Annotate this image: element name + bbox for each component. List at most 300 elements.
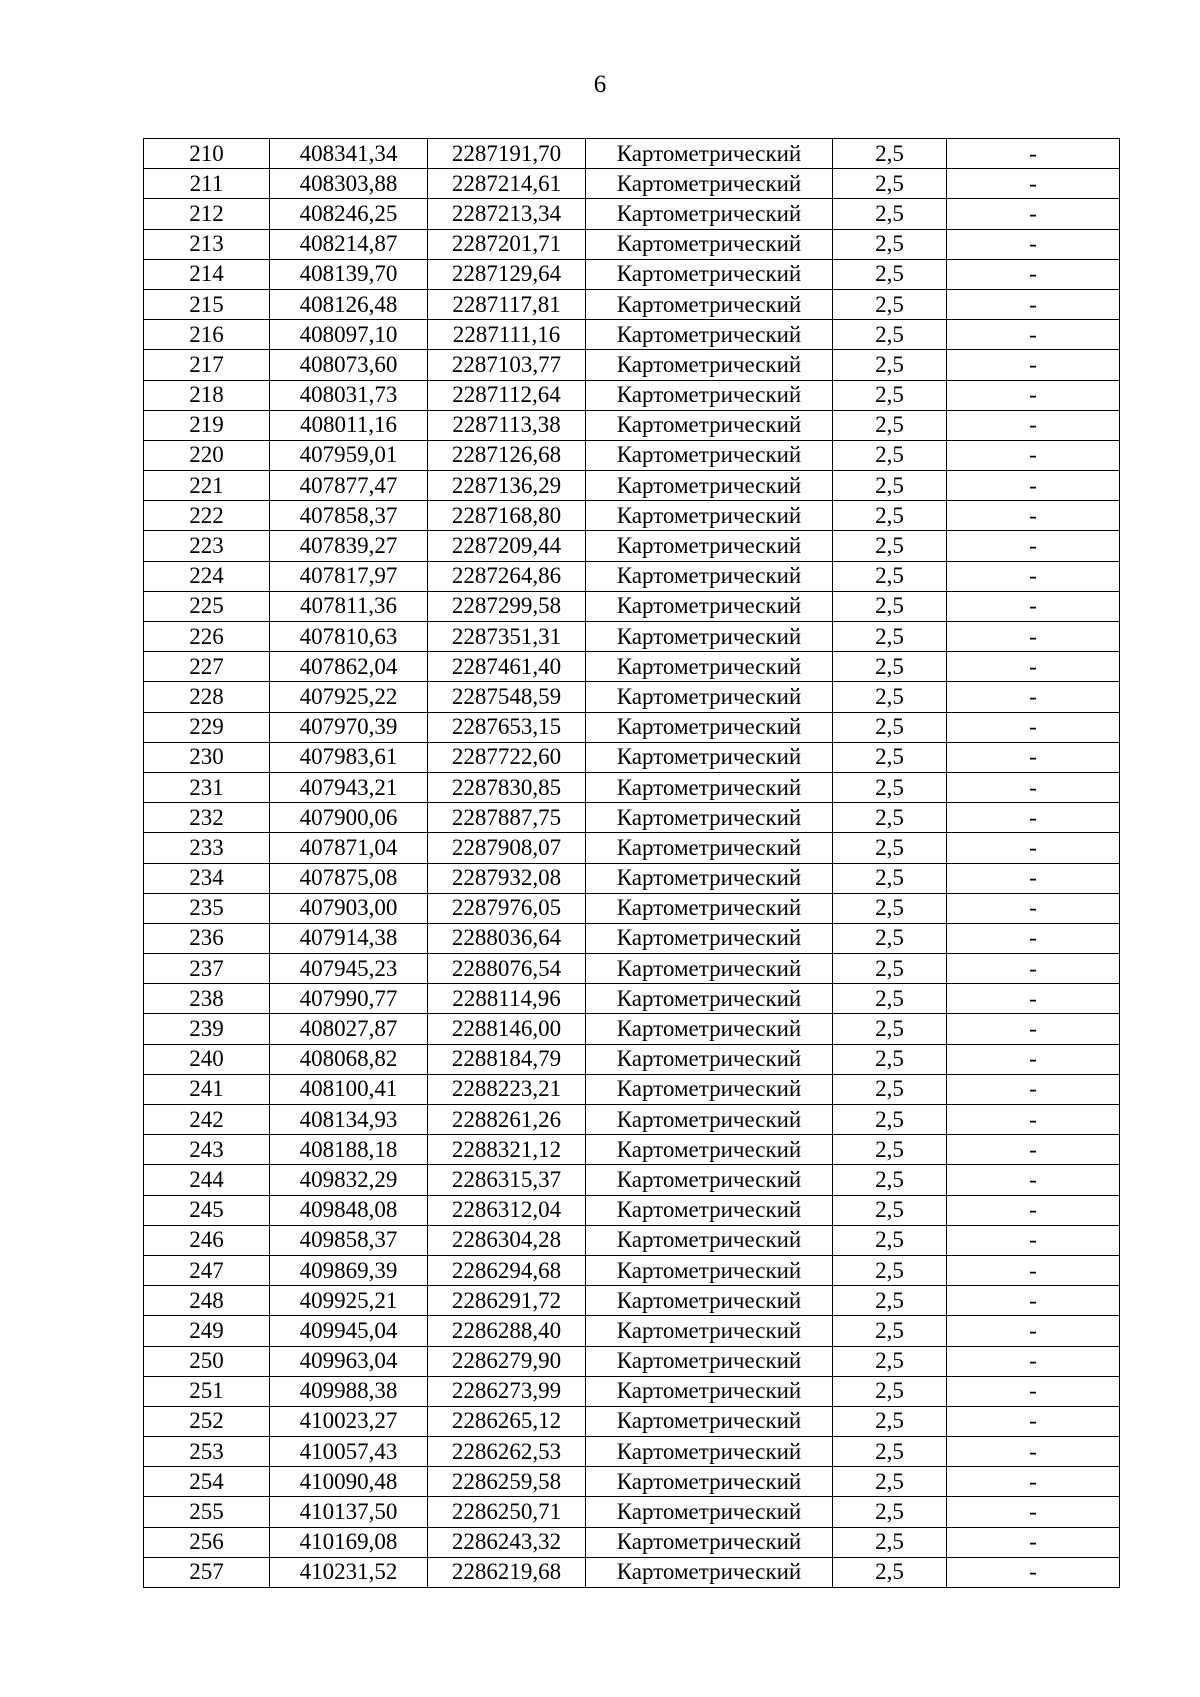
- table-row: [144, 1346, 1120, 1376]
- description-cell: -: [947, 440, 1120, 470]
- description-cell: -: [947, 139, 1120, 169]
- x-coordinate-cell: 408303,88: [270, 169, 428, 199]
- accuracy-cell: 2,5: [833, 923, 947, 953]
- description-cell: -: [947, 1286, 1120, 1316]
- y-coordinate-cell: 2287129,64: [428, 259, 586, 289]
- y-coordinate-cell: 2287191,70: [428, 139, 586, 169]
- table-row: [144, 1044, 1120, 1074]
- x-coordinate-cell: 407959,01: [270, 440, 428, 470]
- y-coordinate-cell: 2287213,34: [428, 199, 586, 229]
- point-number-cell: 256: [144, 1527, 270, 1557]
- x-coordinate-cell: 409848,08: [270, 1195, 428, 1225]
- table-row: [144, 984, 1120, 1014]
- description-cell: -: [947, 1316, 1120, 1346]
- point-number-cell: 233: [144, 833, 270, 863]
- accuracy-cell: 2,5: [833, 1376, 947, 1406]
- x-coordinate-cell: 407925,22: [270, 682, 428, 712]
- point-number-cell: 220: [144, 440, 270, 470]
- y-coordinate-cell: 2287201,71: [428, 229, 586, 259]
- description-cell: -: [947, 1165, 1120, 1195]
- accuracy-cell: 2,5: [833, 833, 947, 863]
- description-cell: -: [947, 1346, 1120, 1376]
- accuracy-cell: 2,5: [833, 169, 947, 199]
- point-number-cell: 252: [144, 1406, 270, 1436]
- point-number-cell: 246: [144, 1225, 270, 1255]
- y-coordinate-cell: 2286312,04: [428, 1195, 586, 1225]
- accuracy-cell: 2,5: [833, 199, 947, 229]
- accuracy-cell: 2,5: [833, 1135, 947, 1165]
- x-coordinate-cell: 407990,77: [270, 984, 428, 1014]
- description-cell: -: [947, 591, 1120, 621]
- accuracy-cell: 2,5: [833, 1225, 947, 1255]
- point-number-cell: 236: [144, 923, 270, 953]
- y-coordinate-cell: 2286315,37: [428, 1165, 586, 1195]
- method-cell: Картометрический: [586, 169, 833, 199]
- accuracy-cell: 2,5: [833, 652, 947, 682]
- accuracy-cell: 2,5: [833, 1286, 947, 1316]
- point-number-cell: 211: [144, 169, 270, 199]
- accuracy-cell: 2,5: [833, 893, 947, 923]
- point-number-cell: 232: [144, 803, 270, 833]
- method-cell: Картометрический: [586, 833, 833, 863]
- x-coordinate-cell: 407810,63: [270, 622, 428, 652]
- x-coordinate-cell: 410057,43: [270, 1437, 428, 1467]
- table-row: [144, 1557, 1120, 1587]
- x-coordinate-cell: 408031,73: [270, 380, 428, 410]
- point-number-cell: 239: [144, 1014, 270, 1044]
- description-cell: -: [947, 923, 1120, 953]
- x-coordinate-cell: 409925,21: [270, 1286, 428, 1316]
- method-cell: Картометрический: [586, 591, 833, 621]
- accuracy-cell: 2,5: [833, 380, 947, 410]
- description-cell: -: [947, 561, 1120, 591]
- table-row: [144, 1225, 1120, 1255]
- y-coordinate-cell: 2286279,90: [428, 1346, 586, 1376]
- method-cell: Картометрический: [586, 1406, 833, 1436]
- method-cell: Картометрический: [586, 1255, 833, 1285]
- method-cell: Картометрический: [586, 1074, 833, 1104]
- point-number-cell: 257: [144, 1557, 270, 1587]
- point-number-cell: 248: [144, 1286, 270, 1316]
- description-cell: -: [947, 471, 1120, 501]
- method-cell: Картометрический: [586, 1437, 833, 1467]
- y-coordinate-cell: 2286273,99: [428, 1376, 586, 1406]
- description-cell: -: [947, 320, 1120, 350]
- point-number-cell: 245: [144, 1195, 270, 1225]
- x-coordinate-cell: 407877,47: [270, 471, 428, 501]
- x-coordinate-cell: 407914,38: [270, 923, 428, 953]
- table-row: [144, 1467, 1120, 1497]
- method-cell: Картометрический: [586, 742, 833, 772]
- method-cell: Картометрический: [586, 1165, 833, 1195]
- table-row: [144, 199, 1120, 229]
- y-coordinate-cell: 2288184,79: [428, 1044, 586, 1074]
- method-cell: Картометрический: [586, 139, 833, 169]
- description-cell: -: [947, 1406, 1120, 1436]
- point-number-cell: 254: [144, 1467, 270, 1497]
- y-coordinate-cell: 2287113,38: [428, 410, 586, 440]
- table-row: [144, 1014, 1120, 1044]
- x-coordinate-cell: 407900,06: [270, 803, 428, 833]
- table-row: [144, 1195, 1120, 1225]
- accuracy-cell: 2,5: [833, 259, 947, 289]
- description-cell: -: [947, 199, 1120, 229]
- method-cell: Картометрический: [586, 1497, 833, 1527]
- accuracy-cell: 2,5: [833, 1255, 947, 1285]
- description-cell: -: [947, 652, 1120, 682]
- coordinates-table-body: [144, 139, 1120, 1588]
- y-coordinate-cell: 2287830,85: [428, 772, 586, 802]
- y-coordinate-cell: 2287209,44: [428, 531, 586, 561]
- method-cell: Картометрический: [586, 622, 833, 652]
- table-row: [144, 742, 1120, 772]
- table-row: [144, 471, 1120, 501]
- point-number-cell: 238: [144, 984, 270, 1014]
- accuracy-cell: 2,5: [833, 440, 947, 470]
- y-coordinate-cell: 2286250,71: [428, 1497, 586, 1527]
- table-row: [144, 501, 1120, 531]
- method-cell: Картометрический: [586, 1346, 833, 1376]
- method-cell: Картометрический: [586, 199, 833, 229]
- point-number-cell: 235: [144, 893, 270, 923]
- accuracy-cell: 2,5: [833, 863, 947, 893]
- accuracy-cell: 2,5: [833, 1165, 947, 1195]
- description-cell: -: [947, 954, 1120, 984]
- table-row: [144, 380, 1120, 410]
- x-coordinate-cell: 407945,23: [270, 954, 428, 984]
- y-coordinate-cell: 2288146,00: [428, 1014, 586, 1044]
- description-cell: -: [947, 1497, 1120, 1527]
- y-coordinate-cell: 2287461,40: [428, 652, 586, 682]
- accuracy-cell: 2,5: [833, 1316, 947, 1346]
- x-coordinate-cell: 410137,50: [270, 1497, 428, 1527]
- x-coordinate-cell: 408214,87: [270, 229, 428, 259]
- table-row: [144, 712, 1120, 742]
- description-cell: -: [947, 984, 1120, 1014]
- y-coordinate-cell: 2286265,12: [428, 1406, 586, 1436]
- accuracy-cell: 2,5: [833, 1557, 947, 1587]
- table-row: [144, 320, 1120, 350]
- accuracy-cell: 2,5: [833, 471, 947, 501]
- description-cell: -: [947, 803, 1120, 833]
- description-cell: -: [947, 833, 1120, 863]
- accuracy-cell: 2,5: [833, 1346, 947, 1376]
- x-coordinate-cell: 409858,37: [270, 1225, 428, 1255]
- x-coordinate-cell: 407903,00: [270, 893, 428, 923]
- point-number-cell: 229: [144, 712, 270, 742]
- point-number-cell: 213: [144, 229, 270, 259]
- y-coordinate-cell: 2287887,75: [428, 803, 586, 833]
- table-row: [144, 682, 1120, 712]
- description-cell: -: [947, 1467, 1120, 1497]
- y-coordinate-cell: 2286288,40: [428, 1316, 586, 1346]
- table-row: [144, 139, 1120, 169]
- method-cell: Картометрический: [586, 501, 833, 531]
- table-row: [144, 289, 1120, 319]
- table-row: [144, 169, 1120, 199]
- y-coordinate-cell: 2287264,86: [428, 561, 586, 591]
- y-coordinate-cell: 2287299,58: [428, 591, 586, 621]
- method-cell: Картометрический: [586, 1105, 833, 1135]
- table-row: [144, 1165, 1120, 1195]
- description-cell: -: [947, 229, 1120, 259]
- method-cell: Картометрический: [586, 229, 833, 259]
- method-cell: Картометрический: [586, 1376, 833, 1406]
- table-row: [144, 410, 1120, 440]
- x-coordinate-cell: 408134,93: [270, 1105, 428, 1135]
- x-coordinate-cell: 409832,29: [270, 1165, 428, 1195]
- x-coordinate-cell: 407858,37: [270, 501, 428, 531]
- description-cell: -: [947, 501, 1120, 531]
- x-coordinate-cell: 410023,27: [270, 1406, 428, 1436]
- x-coordinate-cell: 408341,34: [270, 139, 428, 169]
- method-cell: Картометрический: [586, 289, 833, 319]
- description-cell: -: [947, 410, 1120, 440]
- description-cell: -: [947, 1195, 1120, 1225]
- point-number-cell: 223: [144, 531, 270, 561]
- x-coordinate-cell: 407862,04: [270, 652, 428, 682]
- accuracy-cell: 2,5: [833, 410, 947, 440]
- description-cell: -: [947, 1437, 1120, 1467]
- method-cell: Картометрический: [586, 893, 833, 923]
- x-coordinate-cell: 407811,36: [270, 591, 428, 621]
- x-coordinate-cell: 408068,82: [270, 1044, 428, 1074]
- method-cell: Картометрический: [586, 561, 833, 591]
- description-cell: -: [947, 1074, 1120, 1104]
- point-number-cell: 251: [144, 1376, 270, 1406]
- table-row: [144, 863, 1120, 893]
- method-cell: Картометрический: [586, 1286, 833, 1316]
- accuracy-cell: 2,5: [833, 712, 947, 742]
- method-cell: Картометрический: [586, 410, 833, 440]
- description-cell: -: [947, 1527, 1120, 1557]
- table-row: [144, 440, 1120, 470]
- description-cell: -: [947, 1135, 1120, 1165]
- y-coordinate-cell: 2286262,53: [428, 1437, 586, 1467]
- point-number-cell: 237: [144, 954, 270, 984]
- table-row: [144, 229, 1120, 259]
- y-coordinate-cell: 2287548,59: [428, 682, 586, 712]
- point-number-cell: 226: [144, 622, 270, 652]
- point-number-cell: 219: [144, 410, 270, 440]
- y-coordinate-cell: 2286243,32: [428, 1527, 586, 1557]
- x-coordinate-cell: 407983,61: [270, 742, 428, 772]
- point-number-cell: 255: [144, 1497, 270, 1527]
- accuracy-cell: 2,5: [833, 1105, 947, 1135]
- x-coordinate-cell: 408027,87: [270, 1014, 428, 1044]
- point-number-cell: 214: [144, 259, 270, 289]
- description-cell: -: [947, 772, 1120, 802]
- accuracy-cell: 2,5: [833, 1467, 947, 1497]
- description-cell: -: [947, 893, 1120, 923]
- x-coordinate-cell: 409945,04: [270, 1316, 428, 1346]
- description-cell: -: [947, 1014, 1120, 1044]
- accuracy-cell: 2,5: [833, 229, 947, 259]
- accuracy-cell: 2,5: [833, 984, 947, 1014]
- y-coordinate-cell: 2287136,29: [428, 471, 586, 501]
- accuracy-cell: 2,5: [833, 501, 947, 531]
- accuracy-cell: 2,5: [833, 1497, 947, 1527]
- point-number-cell: 230: [144, 742, 270, 772]
- method-cell: Картометрический: [586, 803, 833, 833]
- table-row: [144, 591, 1120, 621]
- y-coordinate-cell: 2286219,68: [428, 1557, 586, 1587]
- method-cell: Картометрический: [586, 1195, 833, 1225]
- description-cell: -: [947, 1255, 1120, 1285]
- table-row: [144, 1497, 1120, 1527]
- accuracy-cell: 2,5: [833, 1437, 947, 1467]
- accuracy-cell: 2,5: [833, 1527, 947, 1557]
- method-cell: Картометрический: [586, 1225, 833, 1255]
- accuracy-cell: 2,5: [833, 531, 947, 561]
- accuracy-cell: 2,5: [833, 1074, 947, 1104]
- x-coordinate-cell: 407871,04: [270, 833, 428, 863]
- table-row: [144, 1406, 1120, 1436]
- description-cell: -: [947, 1557, 1120, 1587]
- accuracy-cell: 2,5: [833, 1406, 947, 1436]
- y-coordinate-cell: 2287103,77: [428, 350, 586, 380]
- point-number-cell: 215: [144, 289, 270, 319]
- point-number-cell: 212: [144, 199, 270, 229]
- y-coordinate-cell: 2288076,54: [428, 954, 586, 984]
- method-cell: Картометрический: [586, 350, 833, 380]
- method-cell: Картометрический: [586, 320, 833, 350]
- x-coordinate-cell: 408011,16: [270, 410, 428, 440]
- table-row: [144, 531, 1120, 561]
- accuracy-cell: 2,5: [833, 742, 947, 772]
- coordinates-table: [143, 138, 1120, 1588]
- y-coordinate-cell: 2287351,31: [428, 622, 586, 652]
- point-number-cell: 234: [144, 863, 270, 893]
- method-cell: Картометрический: [586, 1527, 833, 1557]
- description-cell: -: [947, 682, 1120, 712]
- y-coordinate-cell: 2287976,05: [428, 893, 586, 923]
- table-row: [144, 652, 1120, 682]
- x-coordinate-cell: 410169,08: [270, 1527, 428, 1557]
- description-cell: -: [947, 742, 1120, 772]
- description-cell: -: [947, 622, 1120, 652]
- point-number-cell: 227: [144, 652, 270, 682]
- x-coordinate-cell: 410090,48: [270, 1467, 428, 1497]
- method-cell: Картометрический: [586, 1014, 833, 1044]
- table-row: [144, 1255, 1120, 1285]
- y-coordinate-cell: 2287908,07: [428, 833, 586, 863]
- method-cell: Картометрический: [586, 923, 833, 953]
- accuracy-cell: 2,5: [833, 350, 947, 380]
- accuracy-cell: 2,5: [833, 803, 947, 833]
- accuracy-cell: 2,5: [833, 591, 947, 621]
- y-coordinate-cell: 2287117,81: [428, 289, 586, 319]
- y-coordinate-cell: 2288261,26: [428, 1105, 586, 1135]
- method-cell: Картометрический: [586, 1467, 833, 1497]
- accuracy-cell: 2,5: [833, 1044, 947, 1074]
- y-coordinate-cell: 2287112,64: [428, 380, 586, 410]
- table-row: [144, 923, 1120, 953]
- table-row: [144, 954, 1120, 984]
- y-coordinate-cell: 2286291,72: [428, 1286, 586, 1316]
- method-cell: Картометрический: [586, 1557, 833, 1587]
- point-number-cell: 222: [144, 501, 270, 531]
- method-cell: Картометрический: [586, 772, 833, 802]
- point-number-cell: 242: [144, 1105, 270, 1135]
- method-cell: Картометрический: [586, 471, 833, 501]
- table-row: [144, 1105, 1120, 1135]
- description-cell: -: [947, 1376, 1120, 1406]
- table-row: [144, 1286, 1120, 1316]
- table-row: [144, 833, 1120, 863]
- y-coordinate-cell: 2286304,28: [428, 1225, 586, 1255]
- point-number-cell: 250: [144, 1346, 270, 1376]
- accuracy-cell: 2,5: [833, 622, 947, 652]
- table-row: [144, 1376, 1120, 1406]
- accuracy-cell: 2,5: [833, 561, 947, 591]
- point-number-cell: 244: [144, 1165, 270, 1195]
- table-row: [144, 1135, 1120, 1165]
- y-coordinate-cell: 2287168,80: [428, 501, 586, 531]
- y-coordinate-cell: 2287214,61: [428, 169, 586, 199]
- y-coordinate-cell: 2287111,16: [428, 320, 586, 350]
- method-cell: Картометрический: [586, 1135, 833, 1165]
- accuracy-cell: 2,5: [833, 289, 947, 319]
- x-coordinate-cell: 408100,41: [270, 1074, 428, 1104]
- table-row: [144, 259, 1120, 289]
- accuracy-cell: 2,5: [833, 772, 947, 802]
- point-number-cell: 249: [144, 1316, 270, 1346]
- x-coordinate-cell: 407839,27: [270, 531, 428, 561]
- x-coordinate-cell: 409963,04: [270, 1346, 428, 1376]
- description-cell: -: [947, 380, 1120, 410]
- method-cell: Картометрический: [586, 712, 833, 742]
- point-number-cell: 243: [144, 1135, 270, 1165]
- accuracy-cell: 2,5: [833, 1195, 947, 1225]
- x-coordinate-cell: 407943,21: [270, 772, 428, 802]
- accuracy-cell: 2,5: [833, 320, 947, 350]
- table-row: [144, 1074, 1120, 1104]
- point-number-cell: 253: [144, 1437, 270, 1467]
- description-cell: -: [947, 863, 1120, 893]
- table-row: [144, 1527, 1120, 1557]
- table-row: [144, 893, 1120, 923]
- y-coordinate-cell: 2287722,60: [428, 742, 586, 772]
- description-cell: -: [947, 1105, 1120, 1135]
- y-coordinate-cell: 2288321,12: [428, 1135, 586, 1165]
- accuracy-cell: 2,5: [833, 1014, 947, 1044]
- method-cell: Картометрический: [586, 984, 833, 1014]
- x-coordinate-cell: 409988,38: [270, 1376, 428, 1406]
- point-number-cell: 241: [144, 1074, 270, 1104]
- point-number-cell: 221: [144, 471, 270, 501]
- method-cell: Картометрический: [586, 1316, 833, 1346]
- description-cell: -: [947, 712, 1120, 742]
- method-cell: Картометрический: [586, 1044, 833, 1074]
- point-number-cell: 247: [144, 1255, 270, 1285]
- table-row: [144, 561, 1120, 591]
- table-row: [144, 803, 1120, 833]
- description-cell: -: [947, 1225, 1120, 1255]
- method-cell: Картометрический: [586, 954, 833, 984]
- table-row: [144, 772, 1120, 802]
- method-cell: Картометрический: [586, 259, 833, 289]
- accuracy-cell: 2,5: [833, 682, 947, 712]
- y-coordinate-cell: 2288114,96: [428, 984, 586, 1014]
- x-coordinate-cell: 408097,10: [270, 320, 428, 350]
- x-coordinate-cell: 407970,39: [270, 712, 428, 742]
- method-cell: Картометрический: [586, 531, 833, 561]
- y-coordinate-cell: 2287653,15: [428, 712, 586, 742]
- x-coordinate-cell: 410231,52: [270, 1557, 428, 1587]
- description-cell: -: [947, 531, 1120, 561]
- description-cell: -: [947, 169, 1120, 199]
